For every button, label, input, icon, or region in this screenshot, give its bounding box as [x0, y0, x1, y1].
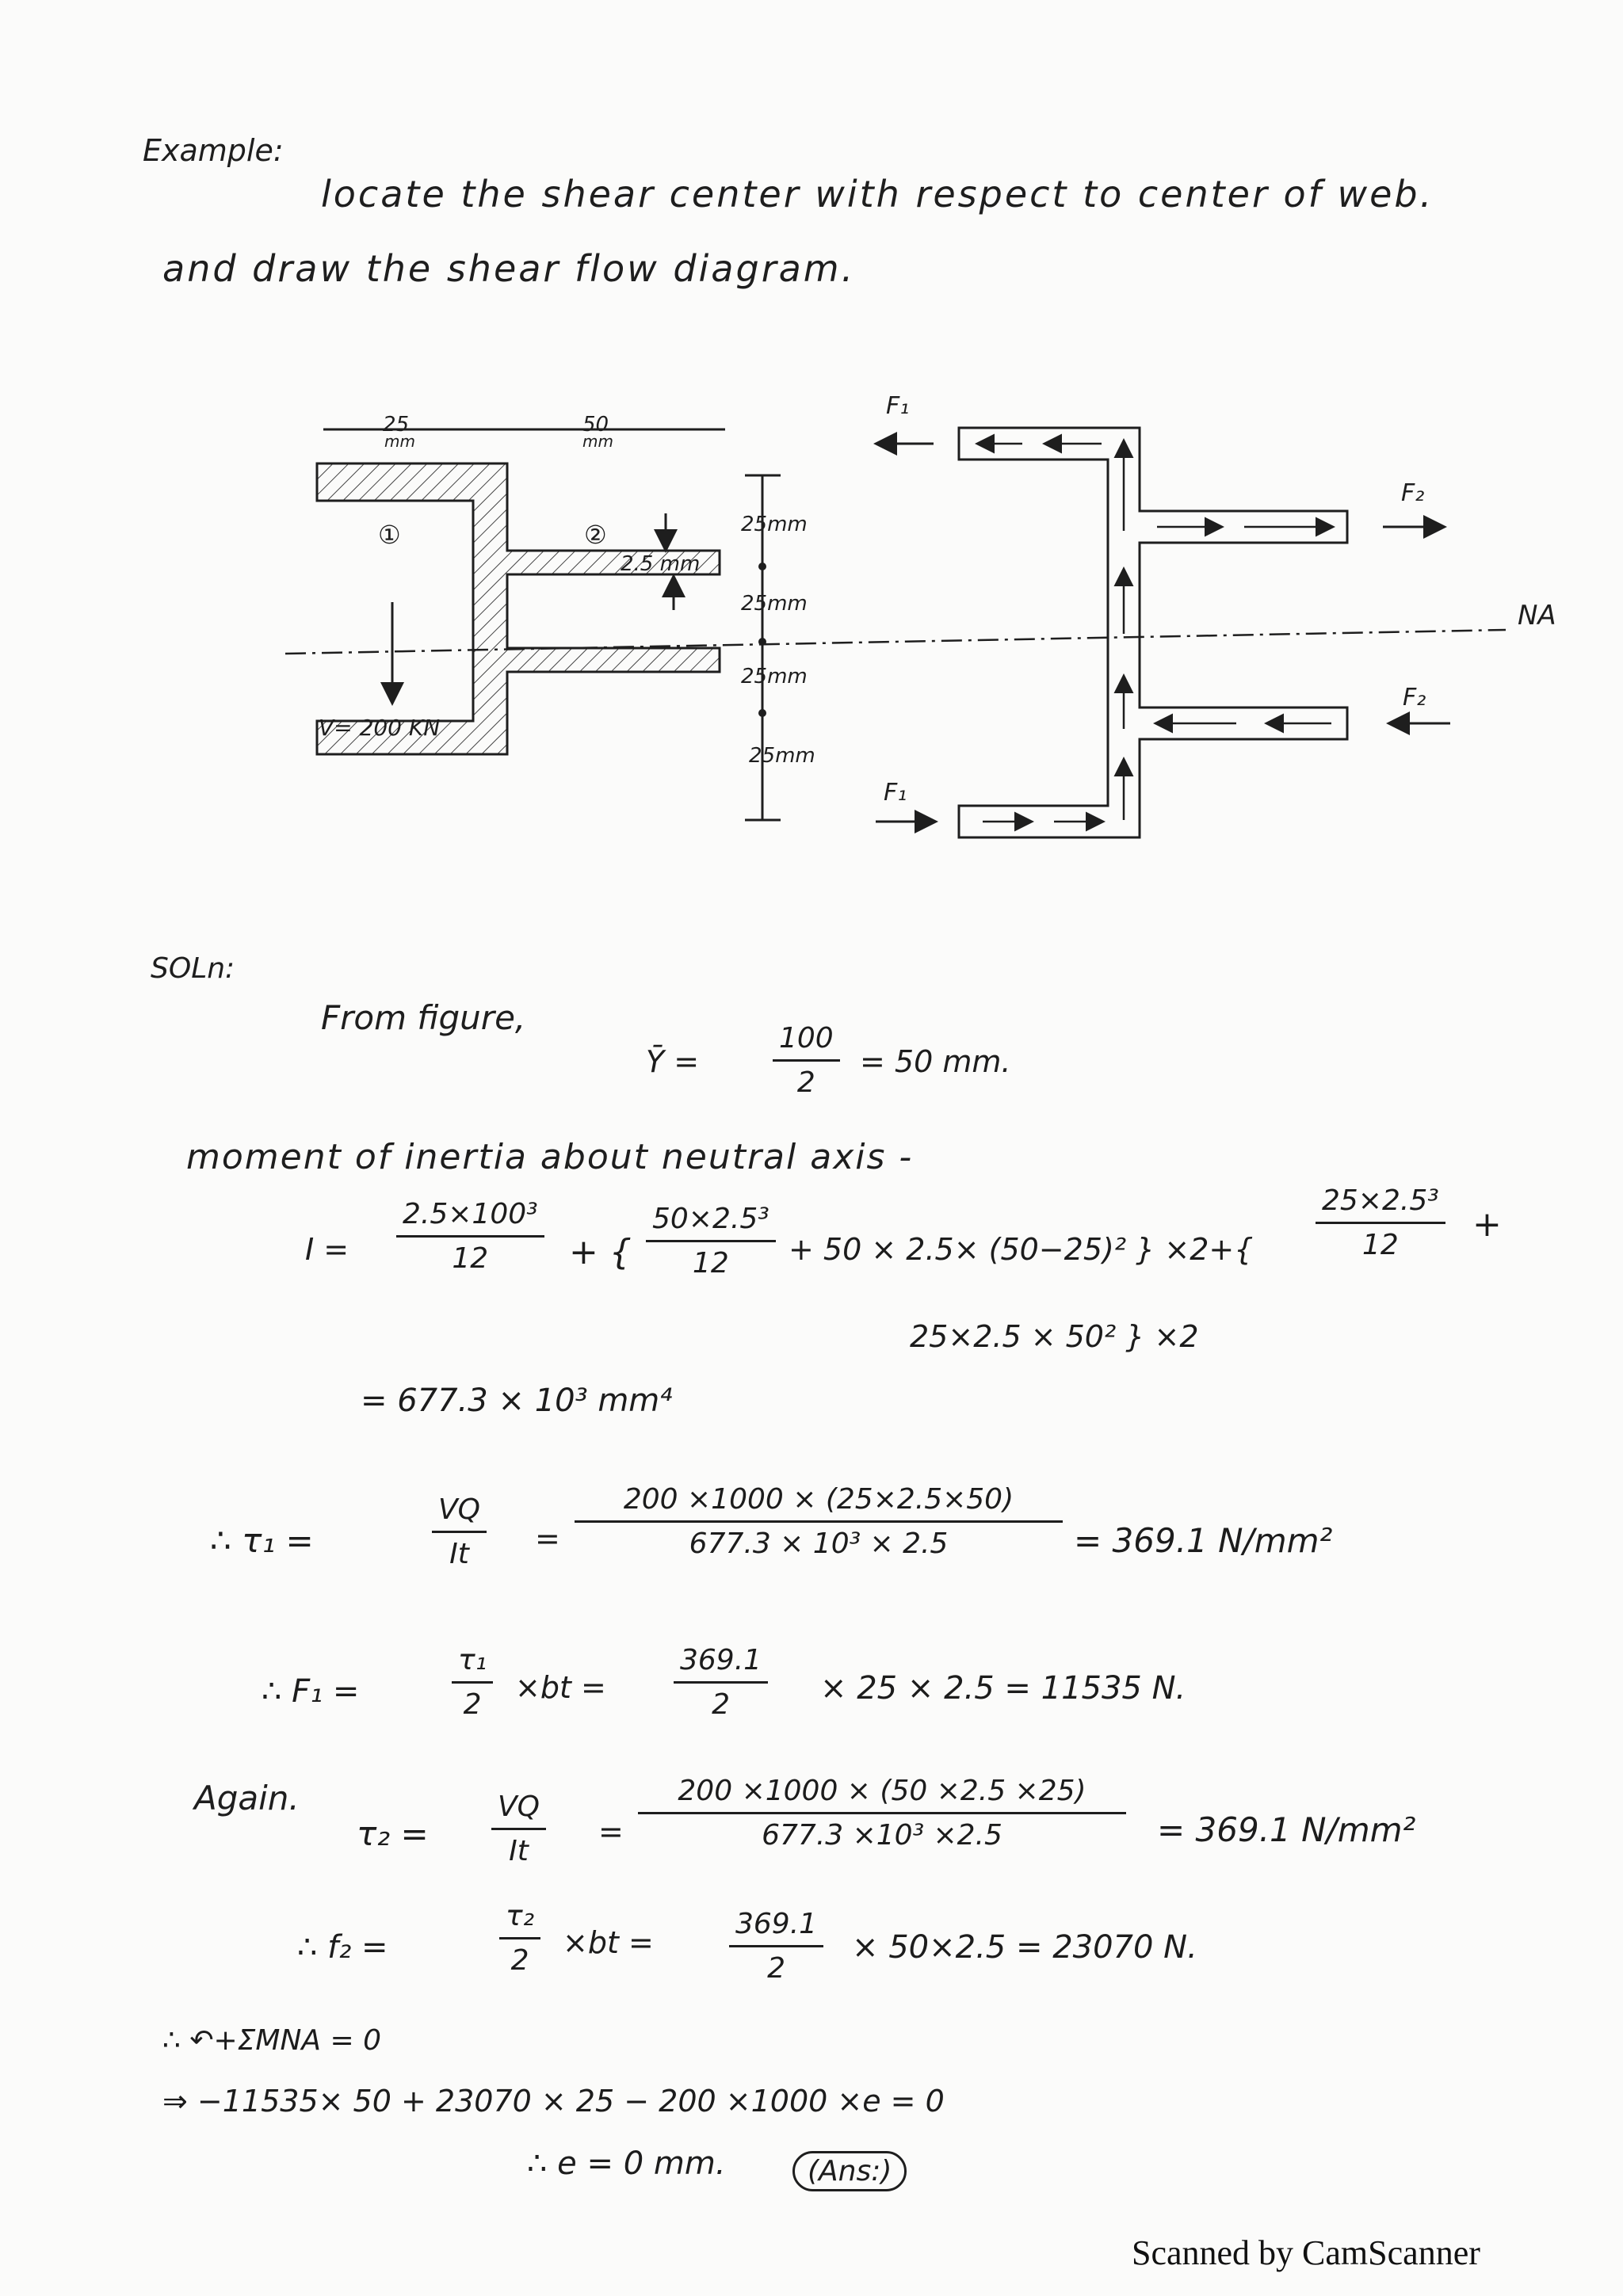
f1-fraction — [674, 1644, 768, 1721]
vert-dim-4: 25mm — [749, 744, 815, 768]
inertia-term2-num: 50×2.5³ — [646, 1203, 776, 1242]
force-f2-bottom: F₂ — [1403, 684, 1426, 711]
problem-line-1: locate the shear center with respect to center of web. — [321, 173, 1434, 215]
ybar-fraction — [773, 1022, 840, 1099]
f2-tau-den: 2 — [510, 1944, 529, 1977]
example-label: Example: — [143, 133, 284, 168]
ybar-result: = 50 mm. — [860, 1044, 1011, 1079]
tau2-vq-den: It — [509, 1835, 529, 1867]
dim-50-unit: mm — [582, 432, 613, 451]
inertia-line2: 25×2.5 × 50² } ×2 — [910, 1319, 1199, 1354]
tau1-vq-den: It — [449, 1538, 469, 1570]
shear-center-figure — [0, 372, 1623, 879]
force-f2-top: F₂ — [1401, 479, 1425, 507]
tau2-vq-num: VQ — [491, 1791, 546, 1830]
tau1-equals: = — [535, 1521, 560, 1556]
inertia-plus: + { — [569, 1232, 632, 1272]
f2-numerator: 369.1 — [729, 1908, 823, 1947]
f2-result: × 50×2.5 = 23070 N. — [852, 1929, 1197, 1966]
inertia-term2-rest: + 50 × 2.5× (50−25)² } ×2+{ — [789, 1232, 1254, 1267]
vert-dim-1: 25mm — [741, 513, 808, 536]
neutral-axis-label: NA — [1518, 600, 1556, 631]
f1-denominator: 2 — [712, 1688, 730, 1721]
tau2-numerator: 200 ×1000 × (50 ×2.5 ×25) — [638, 1775, 1126, 1814]
inertia-term2-den: 12 — [692, 1247, 729, 1280]
inertia-term3-rest: + — [1472, 1204, 1502, 1245]
f1-numerator: 369.1 — [674, 1644, 768, 1684]
problem-line-2: and draw the shear flow diagram. — [162, 247, 856, 290]
ybar-den: 2 — [796, 1066, 815, 1099]
load-label: V= 200 KN — [319, 715, 441, 741]
dim-50-value: 50 — [582, 413, 609, 437]
tau1-lhs: ∴ τ₁ = — [210, 1521, 314, 1560]
neutral-axis-line — [285, 630, 1506, 654]
moi-heading: moment of inertia about neutral axis - — [186, 1137, 914, 1177]
cross-section-shape — [317, 463, 720, 754]
tau1-result: = 369.1 N/mm² — [1074, 1521, 1333, 1560]
tau2-denominator: 677.3 ×10³ ×2.5 — [762, 1819, 1002, 1852]
dim-25-value: 25 — [383, 413, 410, 437]
f1-tau-den: 2 — [463, 1688, 482, 1721]
part-2-label: ② — [584, 520, 607, 550]
tau1-fraction — [575, 1483, 1063, 1560]
ybar-lhs: Ȳ = — [646, 1044, 700, 1079]
inertia-lhs: I = — [305, 1232, 349, 1267]
tau2-result: = 369.1 N/mm² — [1157, 1810, 1416, 1849]
from-figure: From figure, — [321, 998, 526, 1037]
tau2-vq-fraction — [491, 1791, 546, 1867]
scanner-footer: Scanned by CamScanner — [1132, 2233, 1480, 2272]
f1-lhs: ∴ F₁ = — [262, 1673, 360, 1710]
tau2-fraction — [638, 1775, 1126, 1852]
tau1-denominator: 677.3 × 10³ × 2.5 — [689, 1527, 949, 1560]
f2-mid: ×bt = — [563, 1925, 654, 1960]
inertia-term3-den: 12 — [1361, 1229, 1399, 1261]
force-f1-top: F₁ — [886, 392, 910, 420]
vert-dim-2: 25mm — [741, 592, 808, 616]
inertia-result: = 677.3 × 10³ mm⁴ — [361, 1383, 673, 1419]
ybar-num: 100 — [773, 1022, 840, 1062]
f1-tau-fraction — [452, 1644, 493, 1721]
f1-mid: ×bt = — [515, 1670, 606, 1705]
thickness-label: 2.5 mm — [621, 552, 701, 576]
inertia-term1-den: 12 — [452, 1242, 489, 1275]
f2-tau-num: τ₂ — [499, 1900, 540, 1939]
inertia-term3 — [1316, 1184, 1445, 1261]
shear-flow-outline — [959, 428, 1347, 837]
inertia-term1 — [396, 1198, 544, 1275]
vert-dim-3: 25mm — [741, 665, 808, 688]
f1-result: × 25 × 2.5 = 11535 N. — [820, 1670, 1186, 1707]
part-1-label: ① — [378, 520, 401, 550]
tau1-vq-fraction — [432, 1493, 487, 1570]
force-f1-bottom: F₁ — [884, 779, 907, 807]
moment-line: ⇒ −11535× 50 + 23070 × 25 − 200 ×1000 ×e = 0 — [162, 2084, 945, 2119]
f2-lhs: ∴ f₂ = — [297, 1929, 388, 1966]
moment-equation: ∴ ↶+ΣMNA = 0 — [162, 2024, 381, 2057]
e-result: ∴ e = 0 mm. — [527, 2145, 726, 2182]
tau1-vq-num: VQ — [432, 1493, 487, 1533]
answer-mark: (Ans:) — [792, 2151, 907, 2191]
inertia-term2 — [646, 1203, 776, 1280]
f1-tau-num: τ₁ — [452, 1644, 493, 1684]
f2-tau-fraction — [499, 1900, 540, 1977]
tau1-numerator: 200 ×1000 × (25×2.5×50) — [575, 1483, 1063, 1523]
tau2-equals: = — [598, 1814, 624, 1849]
soln-label: SOLn: — [151, 952, 235, 985]
inertia-term1-num: 2.5×100³ — [396, 1198, 544, 1238]
inertia-term3-num: 25×2.5³ — [1316, 1184, 1445, 1224]
dim-25-unit: mm — [384, 432, 415, 451]
again-label: Again. — [194, 1779, 300, 1817]
tau2-lhs: τ₂ = — [357, 1814, 429, 1853]
f2-fraction — [729, 1908, 823, 1985]
f2-denominator: 2 — [767, 1952, 785, 1985]
